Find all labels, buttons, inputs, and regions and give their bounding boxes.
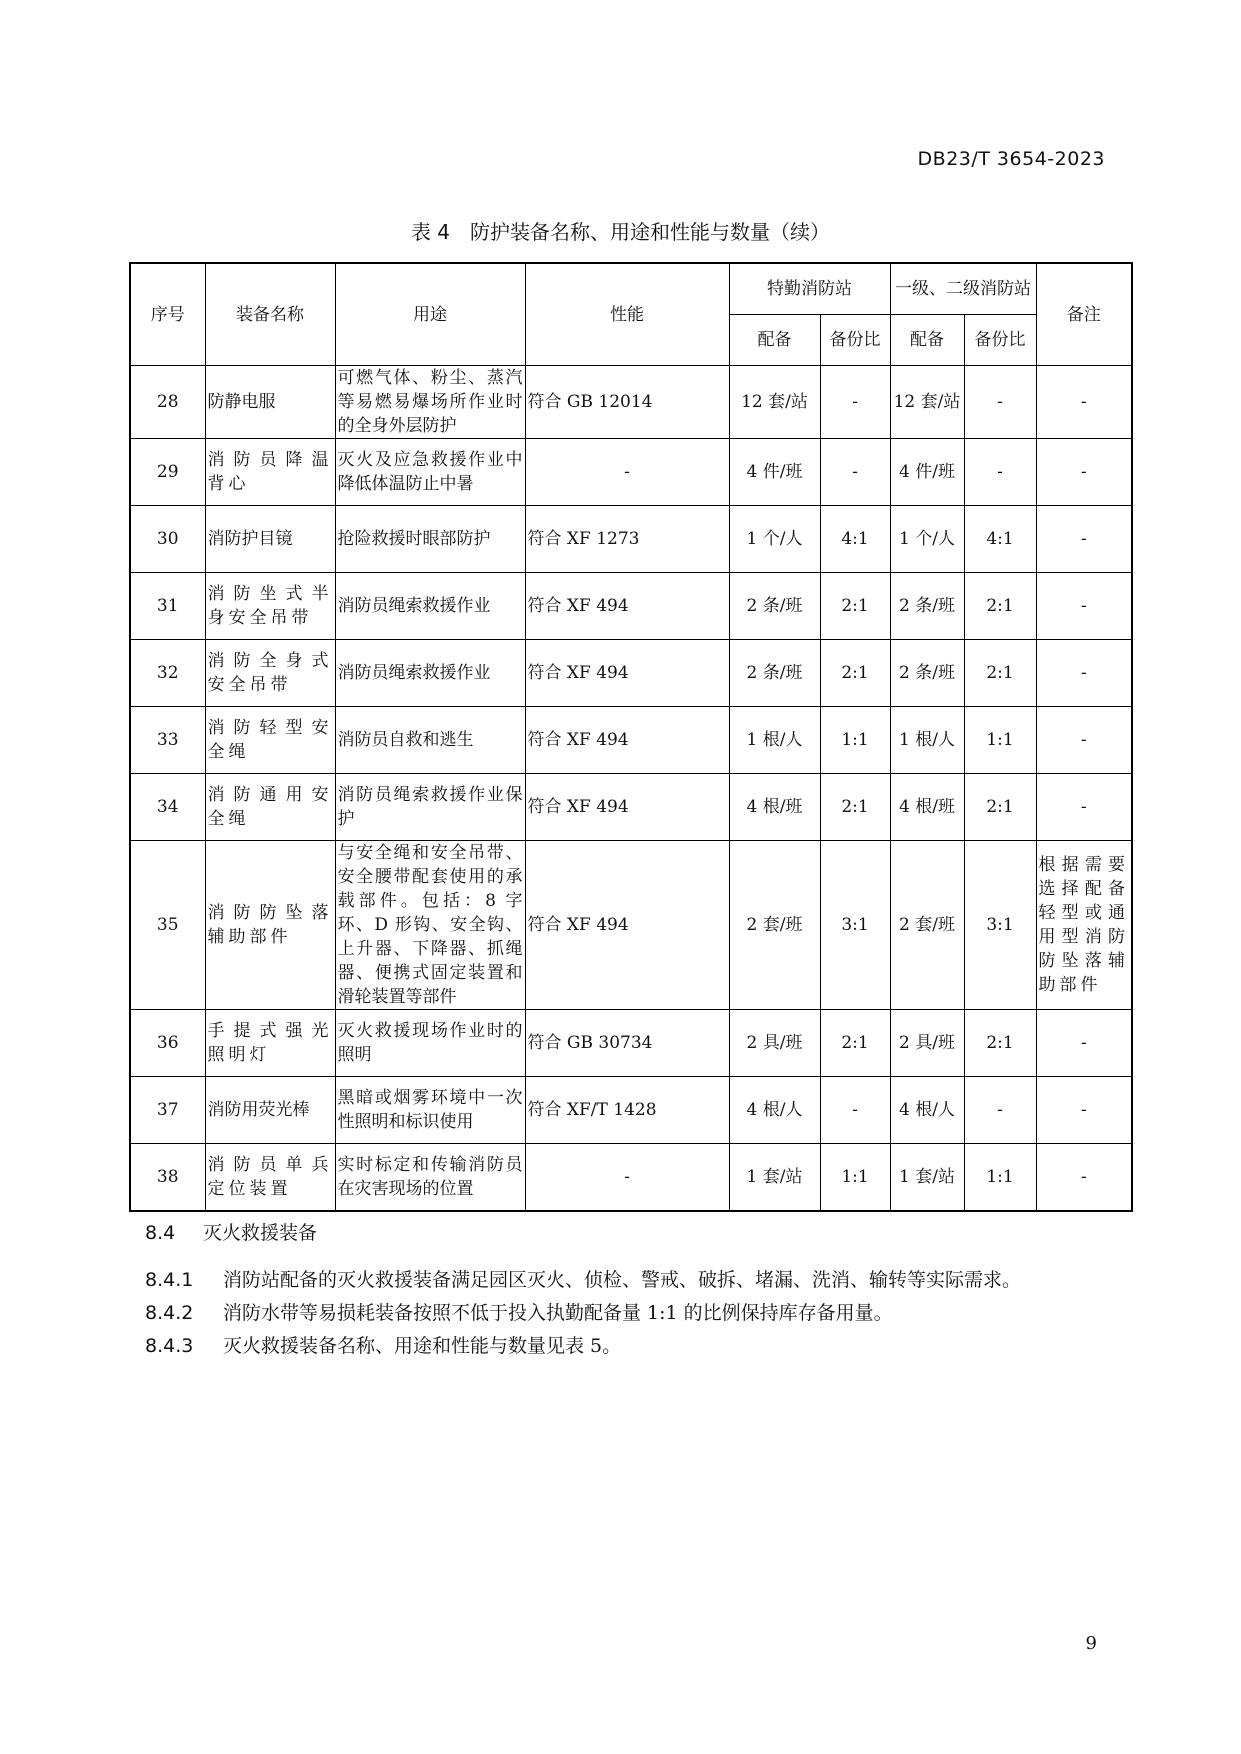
table-row xyxy=(130,1010,1132,1077)
section-title: 灭火救援装备 xyxy=(203,1222,318,1244)
clause-number: 8.4.3 xyxy=(145,1335,194,1357)
row-performance: 符合 GB 12014 xyxy=(525,366,729,439)
row-name: 防静电服 xyxy=(205,366,335,439)
equipment-table xyxy=(129,262,1133,1212)
section-number: 8.4 xyxy=(145,1222,176,1244)
row-level12-alloc: 2 条/班 xyxy=(890,573,964,640)
row-special-alloc: 4 根/人 xyxy=(729,1077,820,1144)
header-note: 备注 xyxy=(1036,263,1132,366)
row-special-ratio: - xyxy=(820,1077,890,1144)
table-row xyxy=(130,506,1132,573)
row-level12-ratio: 2:1 xyxy=(964,1010,1036,1077)
row-performance: - xyxy=(525,1144,729,1211)
page-number: 9 xyxy=(1085,1633,1097,1654)
row-no: 35 xyxy=(130,841,205,1010)
row-performance: 符合 GB 30734 xyxy=(525,1010,729,1077)
row-no: 38 xyxy=(130,1144,205,1211)
row-level12-alloc: 4 件/班 xyxy=(890,439,964,506)
table-caption: 表 4 防护装备名称、用途和性能与数量（续） xyxy=(410,220,831,244)
row-special-alloc: 2 条/班 xyxy=(729,573,820,640)
header-use: 用途 xyxy=(335,263,525,366)
row-level12-ratio: 3:1 xyxy=(964,841,1036,1010)
clause-number: 8.4.1 xyxy=(145,1269,194,1291)
row-special-alloc: 1 根/人 xyxy=(729,707,820,774)
row-performance: - xyxy=(525,439,729,506)
row-special-ratio: - xyxy=(820,439,890,506)
row-special-ratio: 2:1 xyxy=(820,1010,890,1077)
row-note: - xyxy=(1036,707,1132,774)
row-no: 36 xyxy=(130,1010,205,1077)
row-special-ratio: 2:1 xyxy=(820,573,890,640)
row-use: 消防员绳索救援作业 xyxy=(335,573,525,640)
section-heading xyxy=(145,1218,317,1245)
row-name: 消防通用安全绳 xyxy=(205,774,335,841)
row-use: 消防员自救和逃生 xyxy=(335,707,525,774)
row-level12-ratio: 1:1 xyxy=(964,707,1036,774)
row-use: 消防员绳索救援作业保护 xyxy=(335,774,525,841)
row-level12-alloc: 1 根/人 xyxy=(890,707,964,774)
row-level12-ratio: 4:1 xyxy=(964,506,1036,573)
row-no: 30 xyxy=(130,506,205,573)
header-level12-station: 一级、二级消防站 xyxy=(890,263,1036,315)
table-row xyxy=(130,774,1132,841)
row-no: 33 xyxy=(130,707,205,774)
row-level12-alloc: 2 具/班 xyxy=(890,1010,964,1077)
table-row xyxy=(130,439,1132,506)
row-level12-alloc: 4 根/人 xyxy=(890,1077,964,1144)
row-level12-alloc: 12 套/站 xyxy=(890,366,964,439)
header-level12-alloc: 配备 xyxy=(890,315,964,366)
row-special-alloc: 2 具/班 xyxy=(729,1010,820,1077)
row-note: - xyxy=(1036,1144,1132,1211)
row-note: - xyxy=(1036,1010,1132,1077)
row-level12-alloc: 1 个/人 xyxy=(890,506,964,573)
row-performance: 符合 XF 494 xyxy=(525,774,729,841)
row-use: 消防员绳索救援作业 xyxy=(335,640,525,707)
row-no: 34 xyxy=(130,774,205,841)
header-level12-ratio: 备份比 xyxy=(964,315,1036,366)
table-row xyxy=(130,1077,1132,1144)
row-performance: 符合 XF/T 1428 xyxy=(525,1077,729,1144)
row-special-ratio: 3:1 xyxy=(820,841,890,1010)
row-special-ratio: - xyxy=(820,366,890,439)
row-use: 灭火及应急救援作业中降低体温防止中暑 xyxy=(335,439,525,506)
row-performance: 符合 XF 494 xyxy=(525,707,729,774)
clause-text: 灭火救援装备名称、用途和性能与数量见表 5。 xyxy=(223,1335,622,1357)
row-use: 灭火救援现场作业时的照明 xyxy=(335,1010,525,1077)
row-special-alloc: 2 套/班 xyxy=(729,841,820,1010)
row-performance: 符合 XF 494 xyxy=(525,573,729,640)
row-use: 抢险救援时眼部防护 xyxy=(335,506,525,573)
row-special-alloc: 1 个/人 xyxy=(729,506,820,573)
row-level12-ratio: - xyxy=(964,1077,1036,1144)
row-name: 消防轻型安全绳 xyxy=(205,707,335,774)
clause xyxy=(145,1265,1021,1292)
row-special-alloc: 4 根/班 xyxy=(729,774,820,841)
clause-number: 8.4.2 xyxy=(145,1302,194,1324)
row-performance: 符合 XF 1273 xyxy=(525,506,729,573)
row-note: - xyxy=(1036,439,1132,506)
row-use: 黑暗或烟雾环境中一次性照明和标识使用 xyxy=(335,1077,525,1144)
row-level12-alloc: 2 套/班 xyxy=(890,841,964,1010)
row-no: 28 xyxy=(130,366,205,439)
header-special-station: 特勤消防站 xyxy=(729,263,890,315)
row-special-alloc: 4 件/班 xyxy=(729,439,820,506)
row-special-alloc: 1 套/站 xyxy=(729,1144,820,1211)
row-name: 消防员降温背心 xyxy=(205,439,335,506)
table-row xyxy=(130,366,1132,439)
header-name: 装备名称 xyxy=(205,263,335,366)
row-level12-ratio: - xyxy=(964,366,1036,439)
row-note: - xyxy=(1036,506,1132,573)
row-note: - xyxy=(1036,640,1132,707)
row-special-ratio: 1:1 xyxy=(820,707,890,774)
row-no: 37 xyxy=(130,1077,205,1144)
header-special-ratio: 备份比 xyxy=(820,315,890,366)
header-seq: 序号 xyxy=(130,263,205,366)
row-note: - xyxy=(1036,774,1132,841)
clause-text: 消防水带等易损耗装备按照不低于投入执勤配备量 1:1 的比例保持库存备用量。 xyxy=(223,1302,893,1324)
row-level12-ratio: 2:1 xyxy=(964,573,1036,640)
row-use: 可燃气体、粉尘、蒸汽等易燃易爆场所作业时的全身外层防护 xyxy=(335,366,525,439)
row-performance: 符合 XF 494 xyxy=(525,841,729,1010)
row-no: 29 xyxy=(130,439,205,506)
header-special-alloc: 配备 xyxy=(729,315,820,366)
row-level12-alloc: 1 套/站 xyxy=(890,1144,964,1211)
document-code: DB23/T 3654-2023 xyxy=(917,148,1105,170)
row-name: 消防防坠落辅助部件 xyxy=(205,841,335,1010)
row-name: 手提式强光照明灯 xyxy=(205,1010,335,1077)
row-special-ratio: 2:1 xyxy=(820,640,890,707)
row-level12-ratio: 1:1 xyxy=(964,1144,1036,1211)
row-level12-ratio: 2:1 xyxy=(964,774,1036,841)
row-use: 实时标定和传输消防员在灾害现场的位置 xyxy=(335,1144,525,1211)
row-use: 与安全绳和安全吊带、安全腰带配套使用的承载部件。包括：8 字环、D 形钩、安全钩、上升器、下降器、抓绳器、便携式固定装置和滑轮装置等部件 xyxy=(335,841,525,1010)
row-name: 消防全身式安全吊带 xyxy=(205,640,335,707)
header-performance: 性能 xyxy=(525,263,729,366)
row-no: 32 xyxy=(130,640,205,707)
row-performance: 符合 XF 494 xyxy=(525,640,729,707)
row-special-ratio: 4:1 xyxy=(820,506,890,573)
row-note: - xyxy=(1036,366,1132,439)
table-row xyxy=(130,1144,1132,1211)
row-name: 消防护目镜 xyxy=(205,506,335,573)
row-note: - xyxy=(1036,573,1132,640)
row-level12-ratio: 2:1 xyxy=(964,640,1036,707)
row-special-alloc: 12 套/站 xyxy=(729,366,820,439)
row-level12-alloc: 2 条/班 xyxy=(890,640,964,707)
row-note: - xyxy=(1036,1077,1132,1144)
row-name: 消防员单兵定位装置 xyxy=(205,1144,335,1211)
row-note: 根据需要选择配备轻型或通用型消防防坠落辅助部件 xyxy=(1036,841,1132,1010)
row-special-ratio: 2:1 xyxy=(820,774,890,841)
clause xyxy=(145,1298,893,1325)
row-name: 消防用荧光棒 xyxy=(205,1077,335,1144)
table-row xyxy=(130,573,1132,640)
table-row xyxy=(130,707,1132,774)
row-no: 31 xyxy=(130,573,205,640)
table-row xyxy=(130,841,1132,1010)
clause-text: 消防站配备的灭火救援装备满足园区灭火、侦检、警戒、破拆、堵漏、洗消、输转等实际需求。 xyxy=(223,1269,1022,1291)
row-special-ratio: 1:1 xyxy=(820,1144,890,1211)
table-row xyxy=(130,640,1132,707)
row-name: 消防坐式半身安全吊带 xyxy=(205,573,335,640)
row-level12-alloc: 4 根/班 xyxy=(890,774,964,841)
row-special-alloc: 2 条/班 xyxy=(729,640,820,707)
row-level12-ratio: - xyxy=(964,439,1036,506)
clause xyxy=(145,1331,621,1358)
